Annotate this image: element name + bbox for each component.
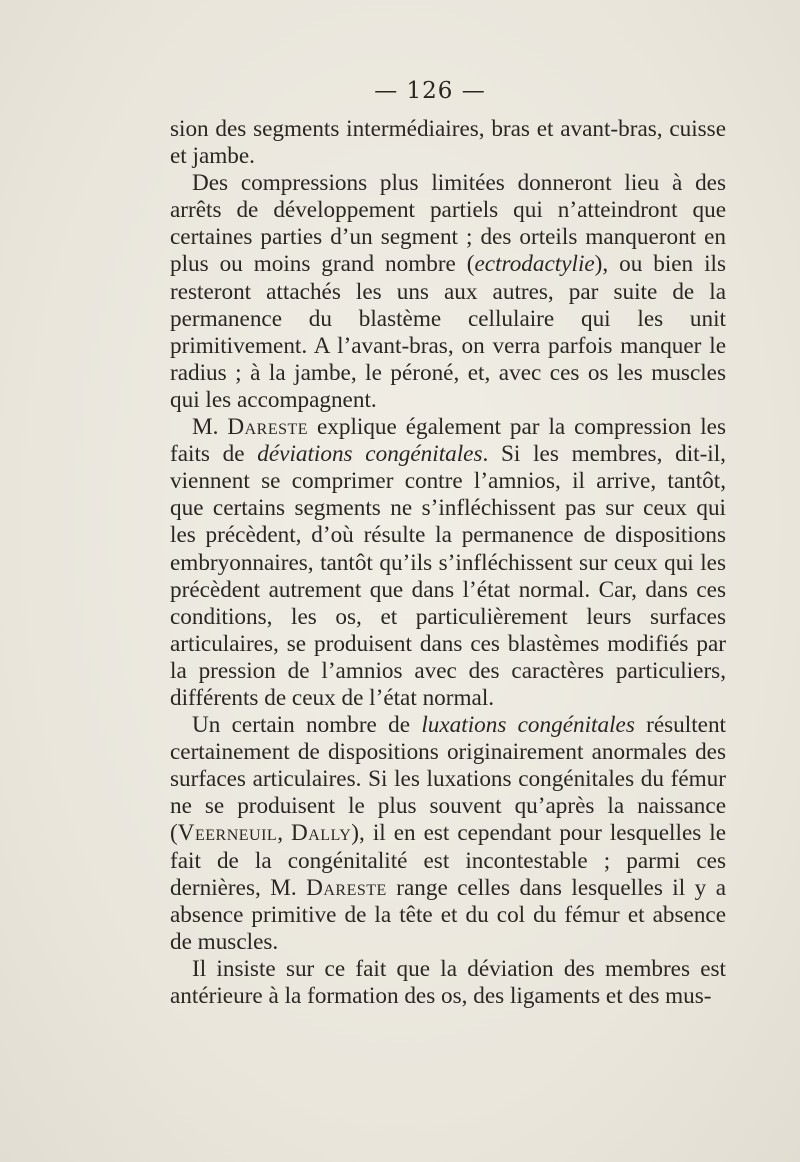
author-name: Veerneuil [177, 820, 278, 847]
paragraph-3 [170, 414, 726, 712]
paragraph-1 [170, 116, 726, 170]
author-name: Dareste [306, 874, 387, 901]
text-run: , [277, 820, 291, 847]
text-run: ), ou bien ils resteront attachés les uns aux autres, par suite de la permanence du blastème cellulaire qui les unit primitivement. A l’avant-bras, on verra parfois manquer le radius ; à la jambe, le péroné, et, avec ces os les muscles qui les accompagnent. [170, 251, 726, 413]
text-run: résultent certainement de dispositions originairement anormales des surfaces articulaires. Si les luxations congénitales du fémur ne se produisent le plus souvent qu’après la naissance ( [170, 712, 726, 847]
text-run: ), il en est cependant pour lesquelles le fait de la congénitalité est incontestable ; parmi ces dernières, M. [170, 820, 726, 901]
text-run: . Si les membres, dit-il, viennent se comprimer contre l’amnios, il arrive, tantôt, que certains segments ne s’infléchissent pas sur ceux qui les précèdent, d’où résulte la permanence de dispositions embryonnaires, tantôt qu’ils s’infléchissent sur ceux qui les précèdent autrement que dans l’état normal. Car, dans ces conditions, les os, et particulièrement leurs surfaces articulaires, se produisent dans ces blastèmes modifiés par la pression de l’amnios avec des caractères particuliers, différents de ceux de l’état normal. [170, 441, 726, 711]
paragraph-4 [170, 712, 726, 956]
text-run: sion des segments intermédiaires, bras et avant-bras, cuisse et jambe. [170, 116, 726, 170]
page-number: — 126 — [374, 78, 486, 104]
body-text [170, 116, 726, 1010]
text-run: Il insiste sur ce fait que la déviation des membres est antérieure à la formation des os, des ligaments et des mus- [170, 955, 726, 1009]
italic-text: ectrodactylie [474, 251, 595, 278]
author-name: Dally [290, 820, 352, 847]
italic-text: déviations congénitales [257, 441, 483, 468]
paragraph-2 [170, 170, 726, 414]
text-run: explique également par la compression les faits de [170, 414, 726, 468]
paragraph-5 [170, 956, 726, 1010]
text-run: M. [192, 414, 228, 441]
italic-text: luxations congénitales [421, 712, 635, 739]
text-run: Un certain nombre de [192, 712, 422, 739]
author-name: Dareste [227, 414, 309, 441]
text-run: Des compressions plus limitées donneront lieu à des arrêts de développement partiels qui n’atteindront que certaines parties d’un segment ; des orteils manqueront en plus ou moins grand nombre ( [170, 170, 726, 278]
text-run: range celles dans lesquelles il y a absence primitive de la tête et du col du fémur et absence de muscles. [170, 874, 726, 955]
